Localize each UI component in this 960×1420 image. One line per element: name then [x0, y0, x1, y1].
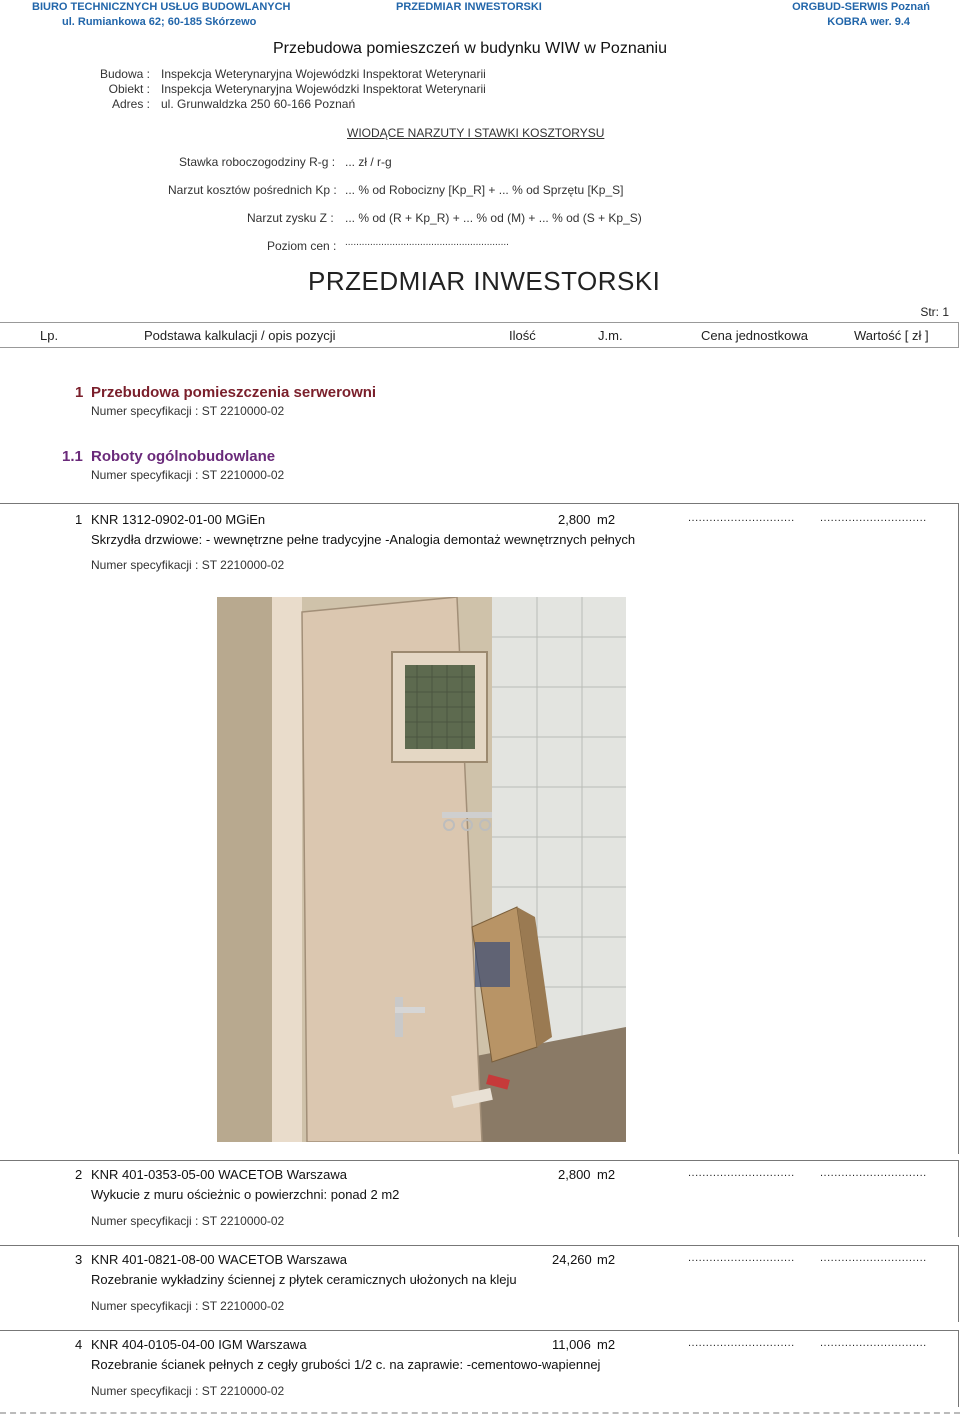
door-photo: [217, 597, 626, 1142]
adres-value: ul. Grunwaldzka 250 60-166 Poznań: [161, 97, 356, 111]
position-code: KNR 1312-0902-01-00 MGiEn: [91, 512, 266, 527]
section-spec: Numer specyfikacji : ST 2210000-02: [91, 404, 285, 418]
position-price: ..............................: [688, 512, 795, 524]
budowa-value: Inspekcja Weterynaryjna Wojewódzki Inspektorat Weterynarii: [161, 67, 486, 81]
document-title: PRZEDMIAR INWESTORSKI: [308, 266, 661, 296]
col-unit-price: Cena jednostkowa: [701, 328, 808, 343]
software-name: ORGBUD-SERWIS Poznań: [792, 1, 930, 13]
position-qty: 2,800: [558, 512, 591, 527]
kp-value: ... % od Robocizny [Kp_R] + ... % od Sprzętu [Kp_S]: [345, 183, 624, 197]
position-price: ..............................: [688, 1337, 795, 1349]
position-desc: Rozebranie wykładziny ściennej z płytek ceramicznych ułożonych na kleju: [91, 1272, 517, 1287]
position-spec: Numer specyfikacji : ST 2210000-02: [91, 1214, 285, 1228]
position-value: ..............................: [820, 1167, 927, 1179]
position-qty: 11,006: [552, 1337, 591, 1352]
position-value: ..............................: [820, 1337, 927, 1349]
subsection-spec: Numer specyfikacji : ST 2210000-02: [91, 468, 285, 482]
position-value: ..............................: [820, 512, 927, 524]
z-label: Narzut zysku Z :: [247, 211, 334, 225]
position-spec: Numer specyfikacji : ST 2210000-02: [91, 558, 285, 572]
section-number: 1: [75, 384, 84, 401]
kp-label: Narzut kosztów pośrednich Kp :: [168, 183, 337, 197]
col-unit: J.m.: [598, 328, 623, 343]
position-unit: m2: [597, 1337, 616, 1352]
position-unit: m2: [597, 1167, 616, 1182]
position-code: KNR 401-0821-08-00 WACETOB Warszawa: [91, 1252, 348, 1267]
position-value: ..............................: [820, 1252, 927, 1264]
position-lp: 2: [75, 1167, 83, 1182]
position-lp: 1: [75, 512, 83, 527]
position-spec: Numer specyfikacji : ST 2210000-02: [91, 1384, 285, 1398]
position-lp: 4: [75, 1337, 83, 1352]
rates-heading: WIODĄCE NARZUTY I STAWKI KOSZTORYSU: [347, 126, 605, 140]
col-description: Podstawa kalkulacji / opis pozycji: [144, 328, 336, 343]
software-version: KOBRA wer. 9.4: [827, 16, 910, 28]
obiekt-value: Inspekcja Weterynaryjna Wojewódzki Inspektorat Weterynarii: [161, 82, 486, 96]
position-qty: 2,800: [558, 1167, 591, 1182]
position-spec: Numer specyfikacji : ST 2210000-02: [91, 1299, 285, 1313]
project-title: Przebudowa pomieszczeń w budynku WIW w Poznaniu: [273, 40, 667, 57]
position-lp: 3: [75, 1252, 83, 1267]
adres-label: Adres :: [111, 97, 150, 111]
page-bottom-divider: [0, 1412, 960, 1414]
section-title: Przebudowa pomieszczenia serwerowni: [91, 384, 377, 401]
position-code: KNR 401-0353-05-00 WACETOB Warszawa: [91, 1167, 348, 1182]
position-price: ..............................: [688, 1167, 795, 1179]
page-number: Str: 1: [920, 305, 949, 319]
obiekt-label: Obiekt :: [108, 82, 150, 96]
company-address: ul. Rumiankowa 62; 60-185 Skórzewo: [62, 16, 257, 28]
budowa-label: Budowa :: [99, 67, 150, 81]
price-level-value: ...........................................................: [345, 237, 509, 248]
col-value: Wartość [ zł ]: [854, 328, 929, 343]
col-lp: Lp.: [40, 328, 59, 343]
header-doc-type: PRZEDMIAR INWESTORSKI: [396, 1, 542, 13]
position-unit: m2: [597, 1252, 616, 1267]
rg-value: ... zł / r-g: [345, 155, 392, 169]
position-unit: m2: [597, 512, 616, 527]
position-code: KNR 404-0105-04-00 IGM Warszawa: [91, 1337, 307, 1352]
table-header: [0, 322, 959, 348]
subsection-number: 1.1: [62, 448, 83, 465]
position-desc: Rozebranie ścianek pełnych z cegły grubości 1/2 c. na zaprawie: -cementowo-wapiennej: [91, 1357, 601, 1372]
company-name: BIURO TECHNICZNYCH USŁUG BUDOWLANYCH: [32, 1, 291, 13]
col-quantity: Ilość: [509, 328, 536, 343]
subsection-title: Roboty ogólnobudowlane: [91, 448, 276, 465]
position-desc: Skrzydła drzwiowe: - wewnętrzne pełne tradycyjne -Analogia demontaż wewnętrznych pełnych: [91, 532, 636, 547]
position-qty: 24,260: [552, 1252, 592, 1267]
price-level-label: Poziom cen :: [267, 239, 337, 253]
rg-label: Stawka roboczogodziny R-g :: [179, 155, 336, 169]
position-desc: Wykucie z muru ościeżnic o powierzchni: ponad 2 m2: [91, 1187, 400, 1202]
position-price: ..............................: [688, 1252, 795, 1264]
z-value: ... % od (R + Kp_R) + ... % od (M) + ... % od (S + Kp_S): [345, 211, 642, 225]
